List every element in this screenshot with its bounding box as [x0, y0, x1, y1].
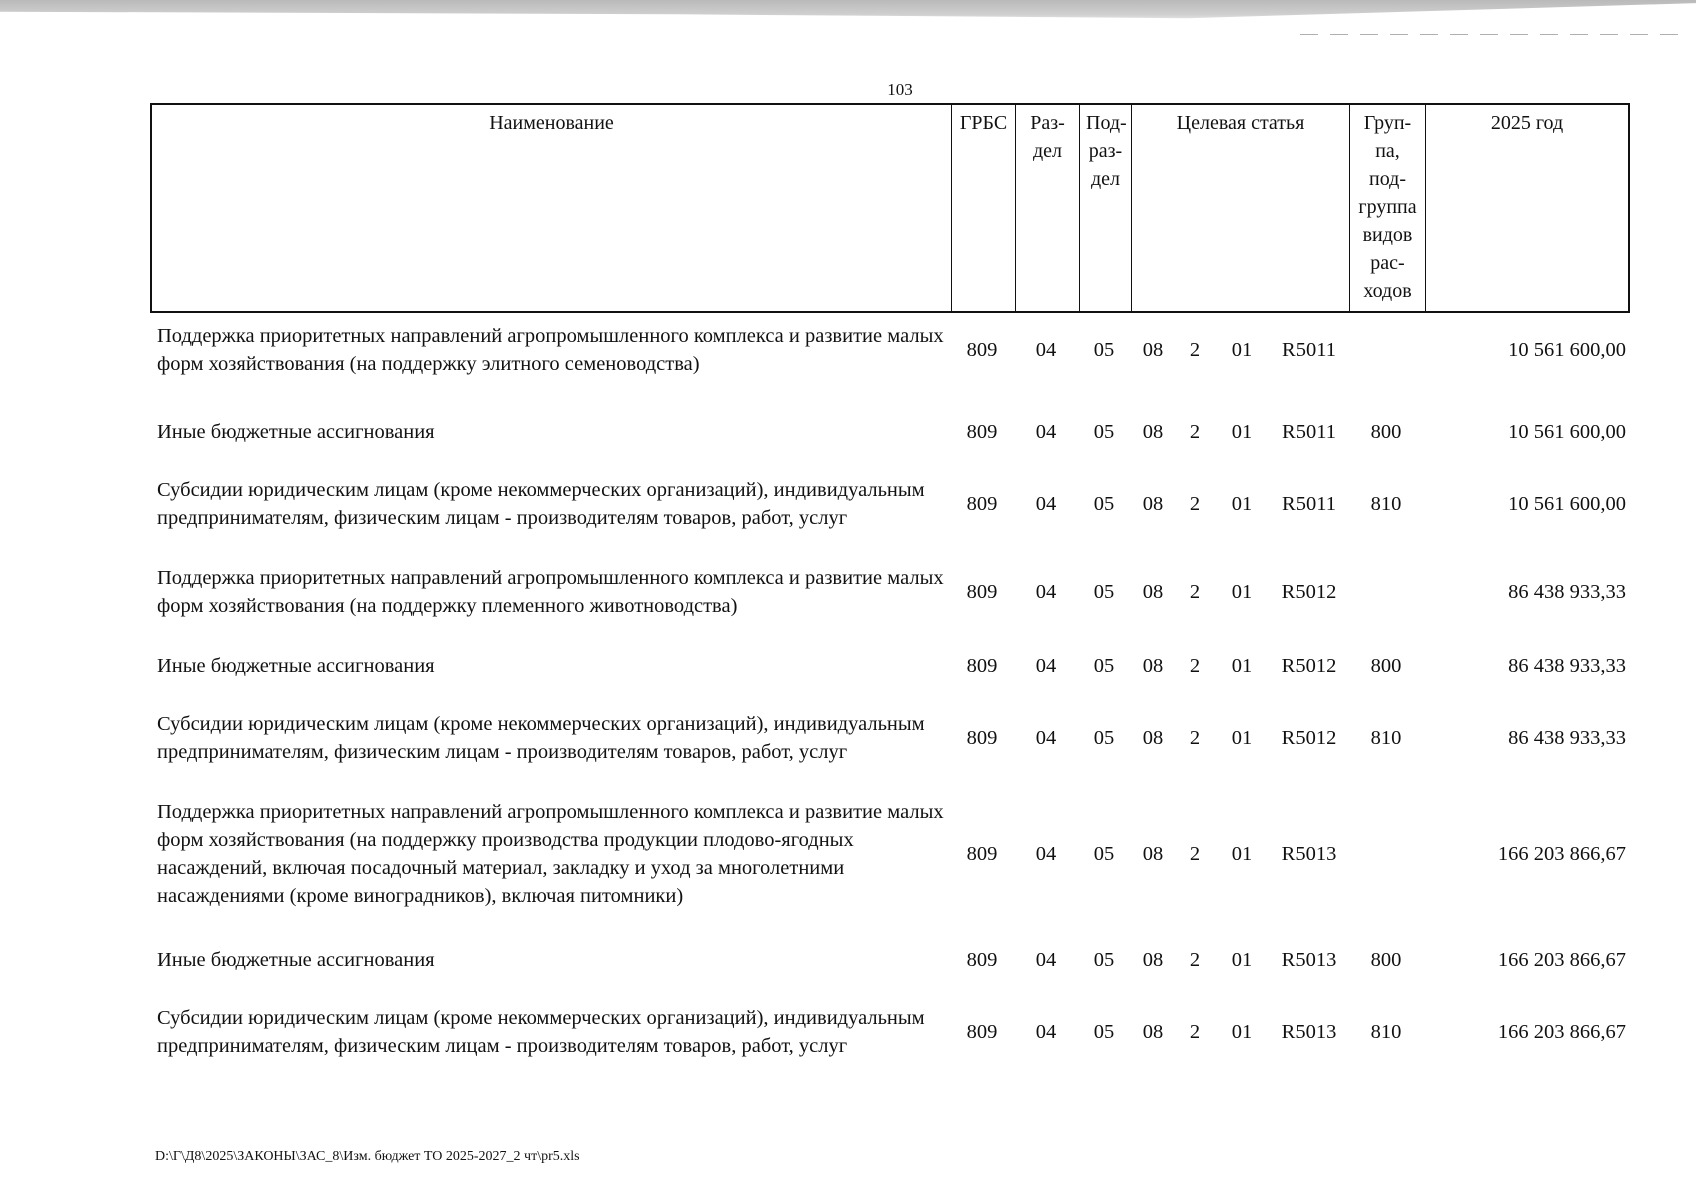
row-target-event: 01 [1231, 421, 1253, 443]
row-name: Поддержка приоритетных направлений агропромышленного комплекса и развитие малых форм хозяйствования (на поддержку племенного животноводства) [157, 567, 944, 617]
header-target: Целевая статья [1132, 105, 1350, 311]
row-target-subprogram: 2 [1189, 339, 1201, 361]
row-target-program: 08 [1142, 949, 1164, 971]
row-amount: 10 561 600,00 [1508, 492, 1626, 515]
row-podrazdel: 05 [1093, 655, 1115, 677]
header-razdel: Раз- дел [1016, 105, 1080, 311]
row-razdel: 04 [1035, 843, 1057, 865]
table-row [150, 988, 1630, 1076]
row-name: Субсидии юридическим лицам (кроме некоммерческих организаций), индивидуальным предпринимателям, физическим лицам - производителям товаров, работ, услуг [157, 713, 925, 763]
row-target-subprogram: 2 [1189, 1021, 1201, 1043]
row-amount: 166 203 866,67 [1497, 1020, 1626, 1043]
row-group: 800 [1370, 655, 1402, 677]
table-row [150, 548, 1630, 636]
row-podrazdel: 05 [1093, 421, 1115, 443]
row-amount: 86 438 933,33 [1508, 580, 1626, 603]
row-name: Иные бюджетные ассигнования [157, 655, 435, 677]
row-target-code: R5013 [1281, 949, 1337, 971]
row-grbs: 809 [966, 655, 998, 677]
row-podrazdel: 05 [1093, 1021, 1115, 1043]
row-target-code: R5012 [1281, 581, 1337, 603]
page-number: 103 [887, 80, 913, 99]
row-amount: 166 203 866,67 [1497, 948, 1626, 971]
row-grbs: 809 [966, 949, 998, 971]
row-target-code: R5011 [1282, 339, 1336, 361]
row-target-program: 08 [1142, 1021, 1164, 1043]
row-target-event: 01 [1231, 843, 1253, 865]
row-target-program: 08 [1142, 655, 1164, 677]
row-amount: 10 561 600,00 [1508, 420, 1626, 443]
row-name: Иные бюджетные ассигнования [157, 949, 435, 971]
row-name: Иные бюджетные ассигнования [157, 421, 435, 443]
header-grbs: ГРБС [952, 105, 1016, 311]
row-group: 800 [1370, 421, 1402, 443]
row-target-subprogram: 2 [1189, 949, 1201, 971]
row-razdel: 04 [1035, 1021, 1057, 1043]
row-group: 810 [1370, 727, 1402, 749]
row-target-code: R5012 [1281, 727, 1337, 749]
row-target-code: R5011 [1282, 493, 1336, 515]
row-razdel: 04 [1035, 581, 1057, 603]
row-name: Поддержка приоритетных направлений агропромышленного комплекса и развитие малых форм хозяйствования (на поддержку производства продукции плодово-ягодных насаждений, включая посадочный материал, закладку и уход за многолетними насаждениями (кроме виноградников), включая питомники) [157, 801, 944, 907]
row-target-program: 08 [1142, 493, 1164, 515]
row-target-event: 01 [1231, 949, 1253, 971]
row-grbs: 809 [966, 421, 998, 443]
row-name: Поддержка приоритетных направлений агропромышленного комплекса и развитие малых форм хозяйствования (на поддержку элитного семеноводства) [157, 325, 944, 375]
row-group: 810 [1370, 1021, 1402, 1043]
row-target-subprogram: 2 [1189, 727, 1201, 749]
row-podrazdel: 05 [1093, 493, 1115, 515]
row-target-program: 08 [1142, 339, 1164, 361]
header-name: Наименование [152, 105, 952, 311]
scan-dash-line [1300, 34, 1690, 35]
row-name: Субсидии юридическим лицам (кроме некоммерческих организаций), индивидуальным предпринимателям, физическим лицам - производителям товаров, работ, услуг [157, 479, 925, 529]
table-row [150, 416, 1630, 448]
row-grbs: 809 [966, 339, 998, 361]
row-target-event: 01 [1231, 1021, 1253, 1043]
row-target-subprogram: 2 [1189, 843, 1201, 865]
row-target-event: 01 [1231, 655, 1253, 677]
table-header [150, 103, 1630, 313]
row-razdel: 04 [1035, 421, 1057, 443]
row-target-code: R5012 [1281, 655, 1337, 677]
row-target-program: 08 [1142, 843, 1164, 865]
row-razdel: 04 [1035, 655, 1057, 677]
row-target-event: 01 [1231, 339, 1253, 361]
row-amount: 10 561 600,00 [1508, 338, 1626, 361]
row-name: Субсидии юридическим лицам (кроме некоммерческих организаций), индивидуальным предпринимателям, физическим лицам - производителям товаров, работ, услуг [157, 1007, 925, 1057]
row-target-subprogram: 2 [1189, 655, 1201, 677]
row-target-subprogram: 2 [1189, 581, 1201, 603]
row-target-program: 08 [1142, 727, 1164, 749]
row-target-event: 01 [1231, 727, 1253, 749]
scan-shadow [0, 0, 1696, 26]
header-year: 2025 год [1490, 112, 1564, 134]
row-amount: 86 438 933,33 [1508, 726, 1626, 749]
file-path-footer: D:\Г\Д8\2025\ЗАКОНЫ\ЗАС_8\Изм. бюджет ТО 2025-2027_2 чт\pr5.xls [155, 1149, 580, 1164]
row-grbs: 809 [966, 581, 998, 603]
row-target-program: 08 [1142, 581, 1164, 603]
row-grbs: 809 [966, 493, 998, 515]
row-amount: 86 438 933,33 [1508, 654, 1626, 677]
row-group: 800 [1370, 949, 1402, 971]
row-razdel: 04 [1035, 339, 1057, 361]
table-row [150, 650, 1630, 682]
row-razdel: 04 [1035, 727, 1057, 749]
row-podrazdel: 05 [1093, 727, 1115, 749]
row-target-subprogram: 2 [1189, 421, 1201, 443]
row-podrazdel: 05 [1093, 339, 1115, 361]
row-target-subprogram: 2 [1189, 493, 1201, 515]
row-razdel: 04 [1035, 949, 1057, 971]
row-group: 810 [1370, 493, 1402, 515]
row-podrazdel: 05 [1093, 949, 1115, 971]
row-razdel: 04 [1035, 493, 1057, 515]
row-target-event: 01 [1231, 493, 1253, 515]
table-row [150, 460, 1630, 548]
row-grbs: 809 [966, 1021, 998, 1043]
header-podrazdel: Под- раз- дел [1080, 105, 1132, 311]
table-row [150, 320, 1630, 380]
table-row [150, 794, 1630, 914]
row-grbs: 809 [966, 843, 998, 865]
table-row [150, 694, 1630, 782]
table-row [150, 944, 1630, 976]
row-amount: 166 203 866,67 [1497, 842, 1626, 865]
row-target-program: 08 [1142, 421, 1164, 443]
row-target-code: R5013 [1281, 1021, 1337, 1043]
row-target-code: R5013 [1281, 843, 1337, 865]
row-target-code: R5011 [1282, 421, 1336, 443]
row-target-event: 01 [1231, 581, 1253, 603]
header-group: Груп- па, под- группа видов рас- ходов [1350, 105, 1426, 311]
row-podrazdel: 05 [1093, 581, 1115, 603]
row-podrazdel: 05 [1093, 843, 1115, 865]
row-grbs: 809 [966, 727, 998, 749]
